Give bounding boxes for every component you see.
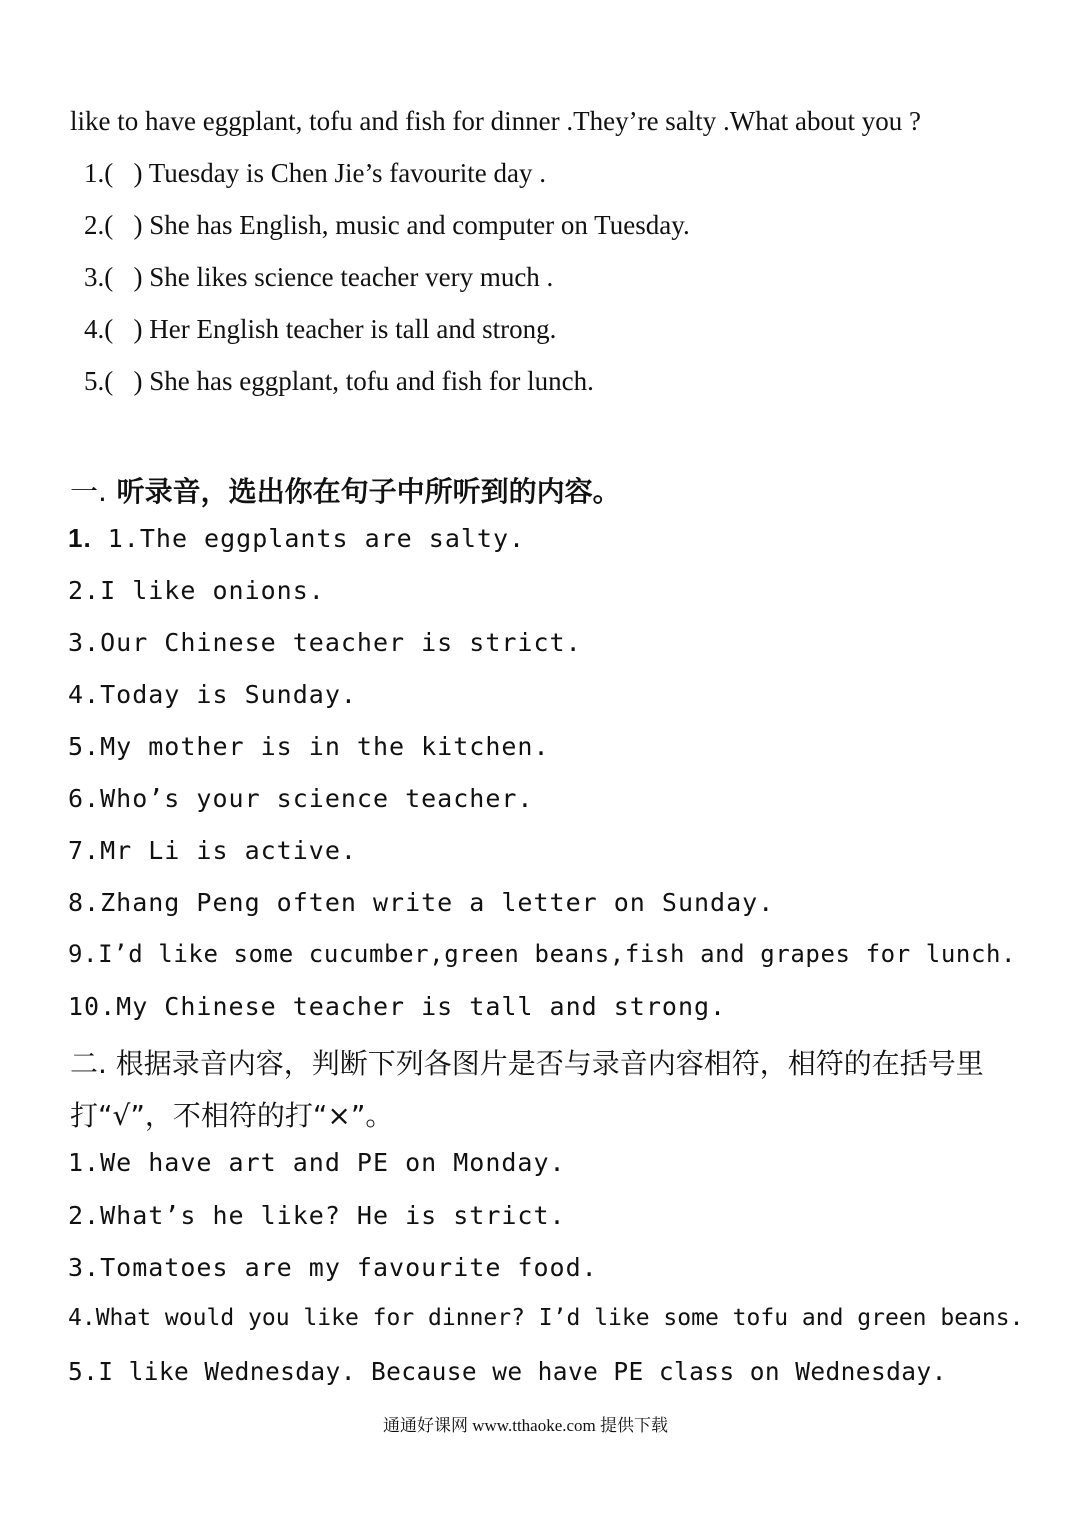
section1-heading (70, 470, 621, 510)
section1-item (68, 523, 525, 554)
section2-item: 4.What would you like for dinner? I’d like some tofu and green beans. (68, 1305, 1024, 1331)
tf-item: 4.( ) Her English teacher is tall and strong. (84, 314, 557, 344)
section2-item: 5.I like Wednesday. Because we have PE class on Wednesday. (68, 1357, 947, 1386)
section2-item: 1.We have art and PE on Monday. (68, 1148, 566, 1177)
section2-item: 3.Tomatoes are my favourite food. (68, 1253, 598, 1282)
footer-text: 通通好课网 www.tthaoke.com 提供下载 (383, 1416, 669, 1435)
section2-heading-line2: 打“√”，不相符的打“×”。 (70, 1099, 394, 1132)
section1-item: 2.I like onions. (68, 576, 325, 605)
section1-item: 3.Our Chinese teacher is strict. (68, 628, 582, 657)
section1-item: 8.Zhang Peng often write a letter on Sunday. (68, 888, 775, 917)
tf-item: 3.( ) She likes science teacher very much . (84, 262, 554, 292)
section1-item: 10.My Chinese teacher is tall and strong. (68, 992, 727, 1021)
section1-heading-text: 听录音，选出你在句子中所听到的内容。 (116, 475, 621, 508)
section2-heading-line1: 二. 根据录音内容，判断下列各图片是否与录音内容相符，相符的在括号里 (70, 1047, 984, 1080)
section1-item-text: 1.The eggplants are salty. (107, 524, 526, 553)
intro-line: like to have eggplant, tofu and fish for dinner .They’re salty .What about you ? (70, 106, 921, 136)
section1-heading-prefix: 一. (70, 475, 107, 508)
section1-item: 5.My mother is in the kitchen. (68, 732, 550, 761)
section1-item: 7.Mr Li is active. (68, 836, 357, 865)
tf-item: 1.( ) Tuesday is Chen Jie’s favourite day . (84, 158, 546, 188)
section1-item: 4.Today is Sunday. (68, 680, 357, 709)
tf-item: 5.( ) She has eggplant, tofu and fish for lunch. (84, 366, 594, 396)
section1-item: 6.Who’s your science teacher. (68, 784, 534, 813)
section1-item: 9.I’d like some cucumber,green beans,fish and grapes for lunch. (68, 940, 1017, 968)
tf-item: 2.( ) She has English, music and computer on Tuesday. (84, 210, 690, 240)
section1-first-marker: 1. (68, 523, 92, 553)
section2-item: 2.What’s he like? He is strict. (68, 1201, 566, 1230)
